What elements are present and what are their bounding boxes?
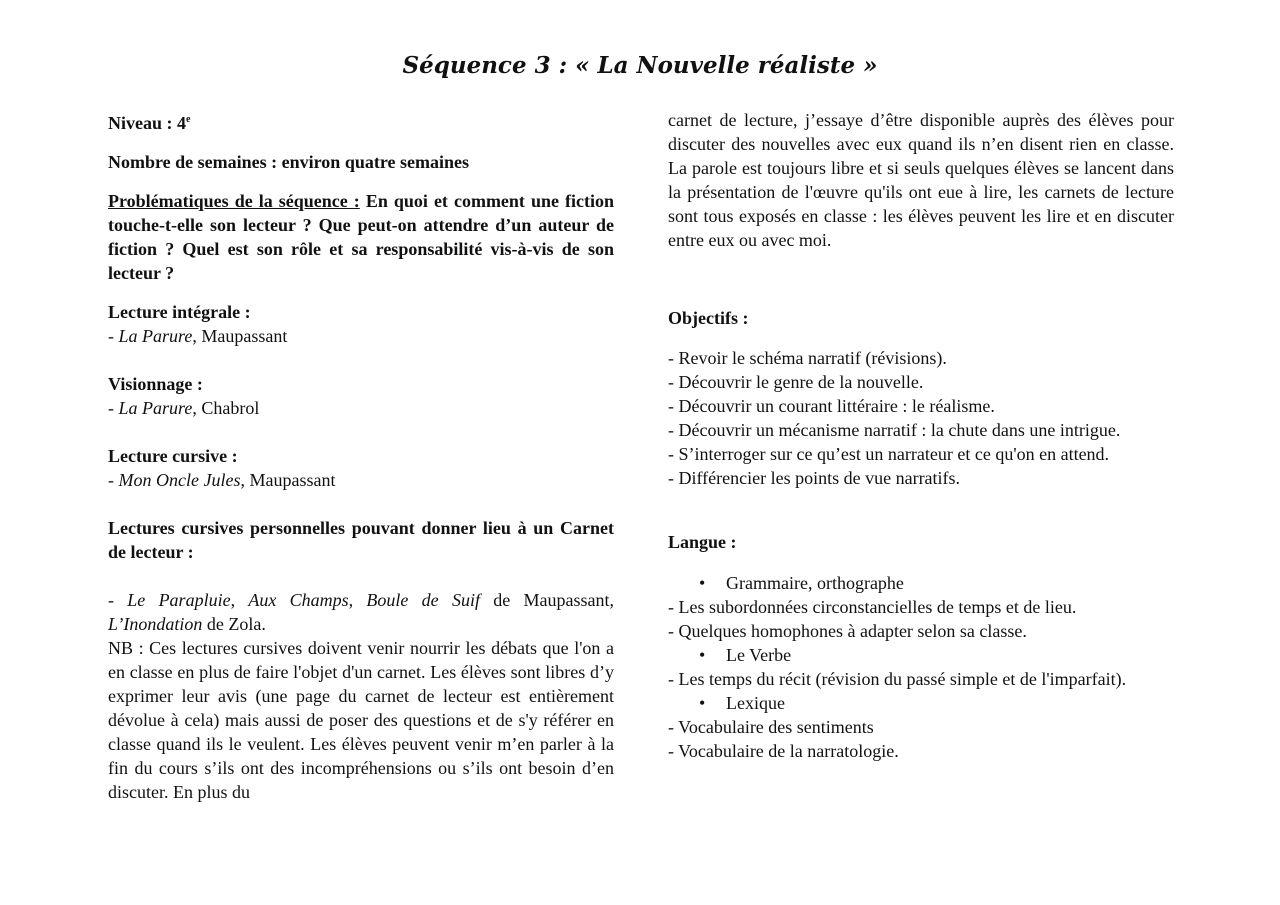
langue-heading: Langue : (668, 532, 737, 552)
langue-item: - Les temps du récit (révision du passé simple et de l'imparfait). (668, 669, 1127, 689)
nb-paragraph: NB : Ces lectures cursives doivent venir nourrir les débats que l'on a en classe en plus de faire l'objet d'un carnet. Les élèves sont libres d’y exprimer leur avis (une page du carnet de lecteur est entièrement dévolue à cela) mais aussi de poser des questions et de s'y référer en classe quand ils le veulent. Les élèves peuvent venir m’en parler à la fin du cours s’ils ont des incompréhensions ou s’ils ont besoin d’en discuter. En plus du (108, 638, 614, 802)
lecture-integrale-heading: Lecture intégrale : (108, 302, 251, 322)
langue-item: - Vocabulaire de la narratologie. (668, 741, 899, 761)
bullet-grammaire: • Grammaire, orthographe (699, 573, 904, 593)
bullet-dot-icon: • (699, 645, 706, 665)
right-column (668, 108, 1174, 763)
lecture-cursive-item: - Mon Oncle Jules, Maupassant (108, 470, 336, 490)
document-title: Séquence 3 : « La Nouvelle réaliste » (402, 52, 878, 79)
left-column (108, 108, 614, 804)
visionnage-heading: Visionnage : (108, 374, 203, 394)
bullet-dot-icon: • (699, 693, 706, 713)
bullet-verbe: • Le Verbe (699, 645, 792, 665)
problematique-text: En quoi et comment une fiction touche-t-elle son lecteur ? Que peut-on attendre d’un auteur de fiction ? Quel est son rôle et sa responsabilité vis-à-vis de son lecteur ? (108, 191, 614, 283)
niveau: Niveau : 4e (108, 113, 191, 133)
visionnage-item: - La Parure, Chabrol (108, 398, 260, 418)
objectif-item: - Découvrir un courant littéraire : le réalisme. (668, 396, 995, 416)
objectifs-heading: Objectifs : (668, 308, 749, 328)
objectif-item: - Découvrir le genre de la nouvelle. (668, 372, 924, 392)
bullet-lexique: • Lexique (699, 693, 785, 713)
nb-paragraph-continued: carnet de lecture, j’essaye d’être disponible auprès des élèves pour discuter des nouvelles avec eux quand ils n’en disent rien en classe. La parole est toujours libre et si seuls quelques élèves se lancent dans la présentation de l'œuvre qu'ils ont eue à lire, les carnets de lecture sont tous exposés en classe : les élèves peuvent les lire et en discuter entre eux ou avec moi. (668, 110, 1174, 250)
problematique (108, 189, 614, 285)
objectif-item: - S’interroger sur ce qu’est un narrateur et ce qu'on en attend. (668, 444, 1110, 464)
lectures-perso-list: - Le Parapluie, Aux Champs, Boule de Suif de Maupassant, L’Inondation de Zola. (108, 590, 614, 634)
semaines: Nombre de semaines : environ quatre semaines (108, 152, 469, 172)
langue-list (668, 571, 1174, 763)
lectures-perso-heading: Lectures cursives personnelles pouvant donner lieu à un Carnet de lecteur : (108, 518, 614, 562)
objectifs-list (668, 346, 1174, 490)
lecture-cursive-heading: Lecture cursive : (108, 446, 238, 466)
objectif-item: - Découvrir un mécanisme narratif : la chute dans une intrigue. (668, 420, 1121, 440)
lecture-integrale-item: - La Parure, Maupassant (108, 326, 288, 346)
langue-item: - Quelques homophones à adapter selon sa classe. (668, 621, 1027, 641)
langue-item: - Vocabulaire des sentiments (668, 717, 874, 737)
objectif-item: - Revoir le schéma narratif (révisions). (668, 348, 947, 368)
problematique-label: Problématiques de la séquence : (108, 191, 360, 211)
langue-item: - Les subordonnées circonstancielles de temps et de lieu. (668, 597, 1077, 617)
bullet-dot-icon: • (699, 573, 706, 593)
objectif-item: - Différencier les points de vue narratifs. (668, 468, 961, 488)
